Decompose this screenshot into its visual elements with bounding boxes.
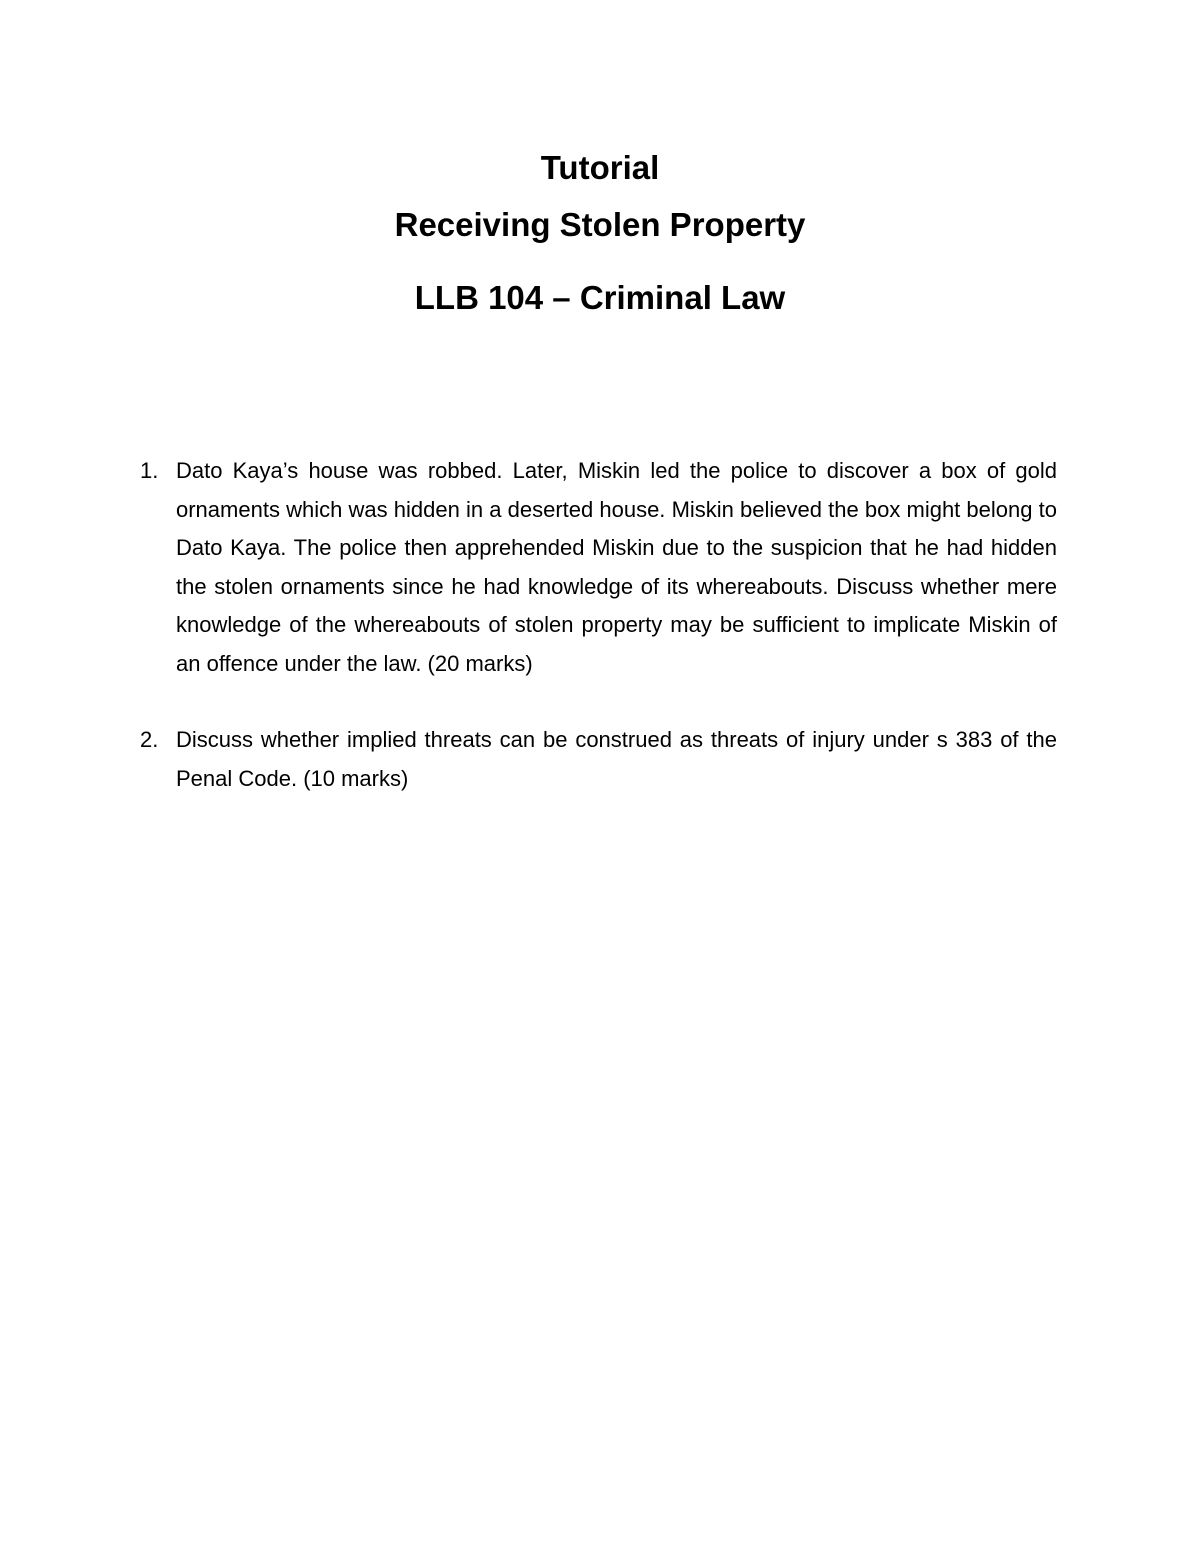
document-title: Tutorial — [540, 149, 660, 186]
document-subtitle: Receiving Stolen Property — [394, 206, 806, 243]
question-item — [140, 721, 1057, 798]
question-number: 2. — [140, 727, 159, 752]
question-text: Dato Kaya’s house was robbed. Later, Miskin led the police to discover a box of gold ornaments which was hidden in a deserted house. Miskin believed the box might belong to Dato Kaya. The police then apprehended Miskin due to the suspicion that he had hidden the stolen ornaments since he had knowledge of its whereabouts. Discuss whether mere knowledge of the whereabouts of stolen property may be sufficient to implicate Miskin of an offence under the law. (20 marks) — [176, 458, 1057, 676]
question-text: Discuss whether implied threats can be construed as threats of injury under s 383 of the Penal Code. (10 marks) — [176, 727, 1057, 791]
question-number: 1. — [140, 458, 159, 483]
question-item — [140, 452, 1057, 683]
question-list — [140, 452, 1057, 798]
course-title: LLB 104 – Criminal Law — [414, 279, 786, 316]
